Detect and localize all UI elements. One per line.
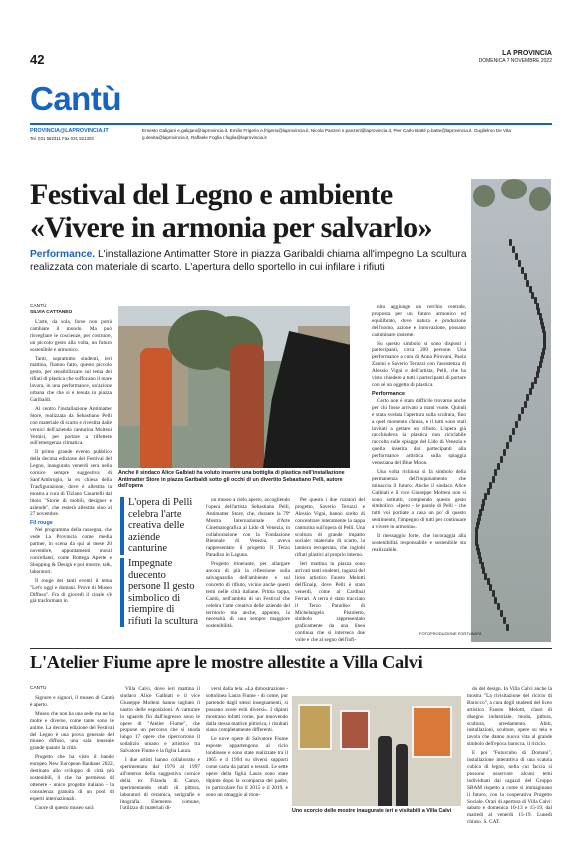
- participant-figure: [497, 463, 500, 470]
- paragraph: Il primo grande evento pubblico della decima edizione del Festival del Legno, inaugurata venerdì sera nella cornice sempre suggestiva di Sant'Ambrogio, la ex chiesa della Trasfigurazione, dove è allestita la mostra a cura di Tiziano Casartelli dal titolo "Storie di mobili, designer e aziende", che resterà allestita sino al 27 novembre.: [30, 449, 112, 518]
- section-label-fil-rouge: Fil rouge: [30, 520, 53, 527]
- participant-figure: [509, 239, 512, 246]
- participant-figure: [494, 469, 497, 476]
- aerial-performance-photo: [471, 179, 551, 642]
- paragraph: Per questo i due curatori del progetto, Saverio Teruzzi e Alessio Vigni, hanno scelto di concentrare interamente la tappa canturina sull'opera di Pelli. Una scultura di grande impatto sociale: materiale di scarto, la lamiera recuperata, che inglobi rifiuti plastici al proprio interno.: [295, 497, 365, 559]
- participant-figure: [509, 435, 512, 442]
- paragraph: Villa Calvi, dove ieri mattina il sindaco Alice Galbiati e il vice Giuseppe Molteni hanno tagliato il nastro delle esposizioni. A catturare lo sguardo fin dall'ingresso sono le opere di "Atelier Fiume", che propone un percorso che si snoda lungo 17 opere che ripercorrono il sodalizio umano e artistico tra Salvatore Fiume e la figlia Laura.: [120, 686, 200, 755]
- byline: [30, 304, 112, 316]
- participant-figure: [521, 407, 524, 414]
- participant-figure: [503, 449, 506, 456]
- paragraph: versi dalla tela. «La dimostrazione - sottolinea Laura Fiume - di come, pur partendo dagli stessi insegnamenti, si possano avere esiti diversi». I dipinti mostrano infatti come, pur muovendo dalla stessa matrice pittorica, i risultati siano completamente differenti.: [206, 686, 288, 734]
- participant-figure: [529, 388, 532, 395]
- article-separator: [30, 648, 552, 649]
- masthead: [479, 50, 552, 64]
- photo-caption: Anche il sindaco Alice Galbiati ha voluto inserire una bottiglia di plastica nell'installazione Antimatter Store in piazza Garibaldi sotto gli occhi di un divertito Sebastiano Pelli, autore dell'opera: [118, 470, 345, 490]
- paragraph: Nel programma della rassegna, che vede La Provincia come media partner, in scena da qui al mese 20 novembre, appuntamenti moral concellanti, come Bottega Aperte e Shopping & Design e poi mostre, talk, laboratori.: [30, 527, 112, 575]
- visitor-figure: [396, 744, 408, 806]
- artwork-frame: [412, 706, 452, 758]
- subhead-kicker: Performance.: [30, 249, 96, 260]
- dateline: CANTÙ: [30, 686, 47, 691]
- article-subhead: [30, 248, 470, 274]
- artwork-frame: [340, 710, 370, 750]
- author-name: SILVIA CATTANEO: [30, 310, 73, 315]
- paragraph: Il rouge dei tanti eventi il tema "Let's oggi e domani. Prove di Museo Diffuso". Fra di giovedì il cinale s'è già trasformato in: [30, 577, 112, 605]
- alice-galbiati-figure: [230, 344, 264, 468]
- participant-figure: [500, 456, 503, 463]
- photo-credit: FOTOPRODUZIONE FORTUNATA: [419, 631, 482, 636]
- participant-figure: [518, 260, 521, 267]
- article-column-1: [30, 304, 112, 607]
- paragraph: Museo che non ha una sede ma ne ha molte e diverse, come tante sono le anime. La decima edizione del Festival del Legno è una prova generale del museo diffuso, una sala museale grande quanto la città.: [30, 710, 114, 752]
- paragraph: do del design. In Villa Calvi anche la mostra "La rivisitazione del riciclo di Barocco", a cura degli studenti del liceo artistico Fausto Melotti, classi di disegno industriale, moda, pittura, scultura, arredamento. Abiti, installazioni, sculture, opere su tela e tavola che danno nuova vita al grande simbolo dell'epoca barocca, il riciclo.: [467, 686, 552, 748]
- participant-figure: [524, 401, 527, 408]
- section-email[interactable]: PROVINCIA@LAPROVINCIA.IT: [30, 128, 109, 134]
- participant-figure: [503, 617, 506, 624]
- paragraph: Al centro l'installazione Antimatter Store, realizzata da Sebastiano Pelli con materiale di scarto e rivestita dalle vernici dell'azienda canturina Molteni Vernici, per portare a riflettere sull'emergenza climatica.: [30, 405, 112, 447]
- subhead-text: L'installazione Antimatter Store in piazza Garibaldi chiama all'impegno La scultura realizzata con materiale di scarto. L'apertura dello sportello in cui infilare i rifiuti: [30, 249, 467, 273]
- participant-figure: [487, 488, 490, 495]
- photo-tree: [501, 179, 527, 199]
- participant-figure: [492, 476, 495, 483]
- section-title: Cantù: [30, 80, 121, 117]
- pull-quote-1: L'opera di Pelli celebra l'arte creativa delle aziende canturine: [120, 497, 200, 555]
- participant-figure: [518, 414, 521, 421]
- photo-caption-2: Uno scorcio delle mostre inaugurate ieri e visitabili a Villa Calvi: [292, 808, 452, 814]
- headline-line-1: Festival del Legno e ambiente: [30, 178, 393, 211]
- article2-column-3: [206, 686, 288, 801]
- participant-figure: [515, 421, 518, 428]
- paragraph: Ieri mattina in piazza sono arrivati tanti studenti, ragazzi del liceo artistico Fausto Melotti dell'Enaip, dove Pelli è stato venerdì, come al Cardinal Ferrari. A terra è stato tracciato il Terzo Paradiso di Michelangelo Pistoletto, simbolo rappresentato graficamente da una linea continua che si interseca due volte e che al segno dell'infi-: [295, 561, 365, 644]
- visitor-figure: [378, 736, 392, 806]
- participant-figure: [512, 246, 515, 253]
- article2-column-2: [120, 686, 200, 814]
- paragraph: Le nove opere di Salvatore Fiume esposte appartengono al ciclo londinese e sono state realizzate tra il 1965 e il 1994 su diversi supporti come carta da parati o tessuti. Le sette opere della figlia Laura sono state dipinte dopo la scomparsa del padre, in particolare fra il 2015 e il 2019, e sono un omaggio al mon-: [206, 736, 288, 798]
- section-label-performance: Performance: [372, 390, 405, 397]
- page-header: [30, 50, 552, 70]
- paragraph: Certo non è stato difficile trovarne anche per chi fosse arrivato a mani vuote. Quindi è stata svelata l'apertura sulla scultura, fino a quel momento chiusa, e il tutti sono stati invitati a gettare un rifiuto. L'opera già racchiudeva la plastica non riciclabile raccolta sulle spiagge del Lido di Venezia e quella inserita dai partecipanti alla performance artistica sulla spiaggia veneziana del Blue Moon.: [372, 397, 466, 467]
- article-headline: [30, 178, 470, 244]
- paragraph: Su questo simbolo si sono disposti i partecipanti, circa 200 persone. Una performance a cura di Anna Pirovani, Paola Zanini e Saverio Teruzzi con l'assistenza di Alessio Vigni e dell'artista, Pelli, che ha visto chiedere a tutti i partecipanti di portare con sé un oggetto di plastica.: [372, 340, 466, 388]
- paragraph: Il messaggio forte, che incoraggia alla sostenibilità responsabile e sostenibile sta realizzabile.: [372, 533, 466, 553]
- participant-figure: [506, 624, 509, 631]
- section-rule: [30, 123, 552, 125]
- participant-figure: [512, 428, 515, 435]
- paragraph: Cuore di questo museo sarà: [35, 804, 94, 811]
- photo-tree: [529, 187, 551, 211]
- paragraph: Signore e signori, il museo di Cantù è aperto.: [30, 695, 114, 708]
- paragraph: Progetto itinerante, per allargare ancora di più la riflessione sulla salvaguardia dell'ambiente e sul concetto di rifiuto, vicino anche questi temi nelle città italiane. Prima tappa, Cantù, nell'ambito di un Festival che celebra l'arte creativa delle aziende del territorio ma anche, appunto, la necessità di una sempre maggiore sostenibilità.: [206, 561, 290, 630]
- pull-quote-2: Impegnate duecento persone Il gesto simbolico di riempire di rifiuti la scultura: [120, 558, 200, 627]
- dateline: CANTÙ: [30, 304, 47, 309]
- participant-figure: [500, 610, 503, 617]
- paragraph: Progetto che ha visto il bando europeo New European Bauhaus 2022, destinato allo sviluppo di città più sostenibili, il che ha permesso di ottenere - unico progetto italiano - la consulenza gratuita di un pool di esperti internazionali.: [30, 754, 114, 802]
- article2-headline: L'Atelier Fiume apre le mostre allestite a Villa Calvi: [30, 652, 423, 672]
- paragraph: un museo a cielo aperto, accogliendo l'opera dell'artista Sebastiano Pelli, Antimatter Store, che, durante la 79ª Mostra Internazionale d'Arte Cinematografica al Lido di Venezia, in collaborazione con la Fondazione Biennale di Venezia, aveva rappresentato il progetto Il Terzo Paradiso in Laguna.: [206, 497, 290, 559]
- page-number: 42: [30, 52, 45, 67]
- photo-tree: [473, 185, 495, 207]
- installation-photo: [118, 306, 350, 468]
- paper-name: LA PROVINCIA: [502, 50, 552, 57]
- paragraph: E poi "Futurcubo di Domani", installazione interattiva di una scatola cubica di legno, nella cui faccia si possono osservare alcuni temi individuati dai ragazzi del Gruppo SBAM rispetto a come si immaginano il futuro, con la cooperativa Progetto Sociale. Orari di apertura di Villa Calvi: sabato e domenica 10-13 e 15-19, dal martedì al venerdì 15-19. Lunedì chiuso. S. CAT.: [467, 750, 552, 826]
- participant-figure: [526, 394, 529, 401]
- villa-calvi-exhibit-photo: [292, 696, 461, 806]
- article-column-2: [206, 497, 290, 632]
- staff-contacts: Ernesto Galigani e.galigani@laprovincia.it, Emilio Frigerio e.frigerio@laprovincia.it, Nicola Panzeri n.panzeri@laprovincia.it, Pier Carlo Batté p.batte@laprovincia.it, Guglielmo De Vita g.devita@laprovincia.it, Raffaele Foglia r.foglia@laprovincia.it: [142, 128, 511, 140]
- article-column-3: [295, 497, 365, 646]
- headline-line-2: «Vivere in armonia per salvarlo»: [30, 211, 432, 244]
- paragraph: L'arte, da sola, forse non potrà cambiare il mondo. Ma può risvegliare le coscienze, per costruire, un piccolo gesto alla volta, un futuro sostenibile e armonico.: [30, 319, 112, 353]
- section-contacts: [30, 127, 552, 142]
- participant-figure: [515, 253, 518, 260]
- paragraph: I due artisti hanno collaborato e sperimentato dal 1976 al 1997 all'interno della suggestiva cornice della ex Filanda di Canzo, sperimentando studi di pittura, laboratori di ceramica, serigrafie e litografia. Elemento comune, l'utilizzo di materiali di-: [120, 757, 200, 812]
- artwork-frame: [298, 704, 332, 750]
- paragraph: Una volta richiusa si fa simbolo della permanenza dell'inquinamento che minaccia il futuro. Anche il sindaco Alice Galbiati e il vice Giuseppe Molteni non si sono sottratti, compiendo questo gesto simbolico. «Ipero - le parole di Pelli - che tutti voi portiate a casa un po' di questo sentimento, l'impegno di tutti per continuare a vivere in armonia».: [372, 468, 466, 531]
- section-phones: Tel. 031 582311 Fax 031 521303: [30, 136, 94, 141]
- article-column-4: [372, 304, 466, 556]
- issue-date: DOMENICA 7 NOVEMBRE 2022: [478, 58, 552, 64]
- participant-figure: [506, 442, 509, 449]
- paragraph: nito aggiunge un cerchio centrale, proposta per un futuro armonico ed equilibrato, dove natura e produzione dell'uomo, azione e innovazione, possano camminare insieme.: [372, 304, 466, 338]
- article2-column-4: [467, 686, 552, 828]
- paragraph: Tanti, soprattutto studenti, ieri mattina, l'hanno fatto, questo piccolo gesto, per sensibilizzare sul tema dei rifiuti di plastica che soffocano il mare lavora, in una performance, un'azione urbana che che si è tenuta in piazza Garibaldi.: [30, 355, 112, 403]
- article2-column-1: [30, 686, 114, 814]
- sebastiano-pelli-figure: [140, 348, 172, 468]
